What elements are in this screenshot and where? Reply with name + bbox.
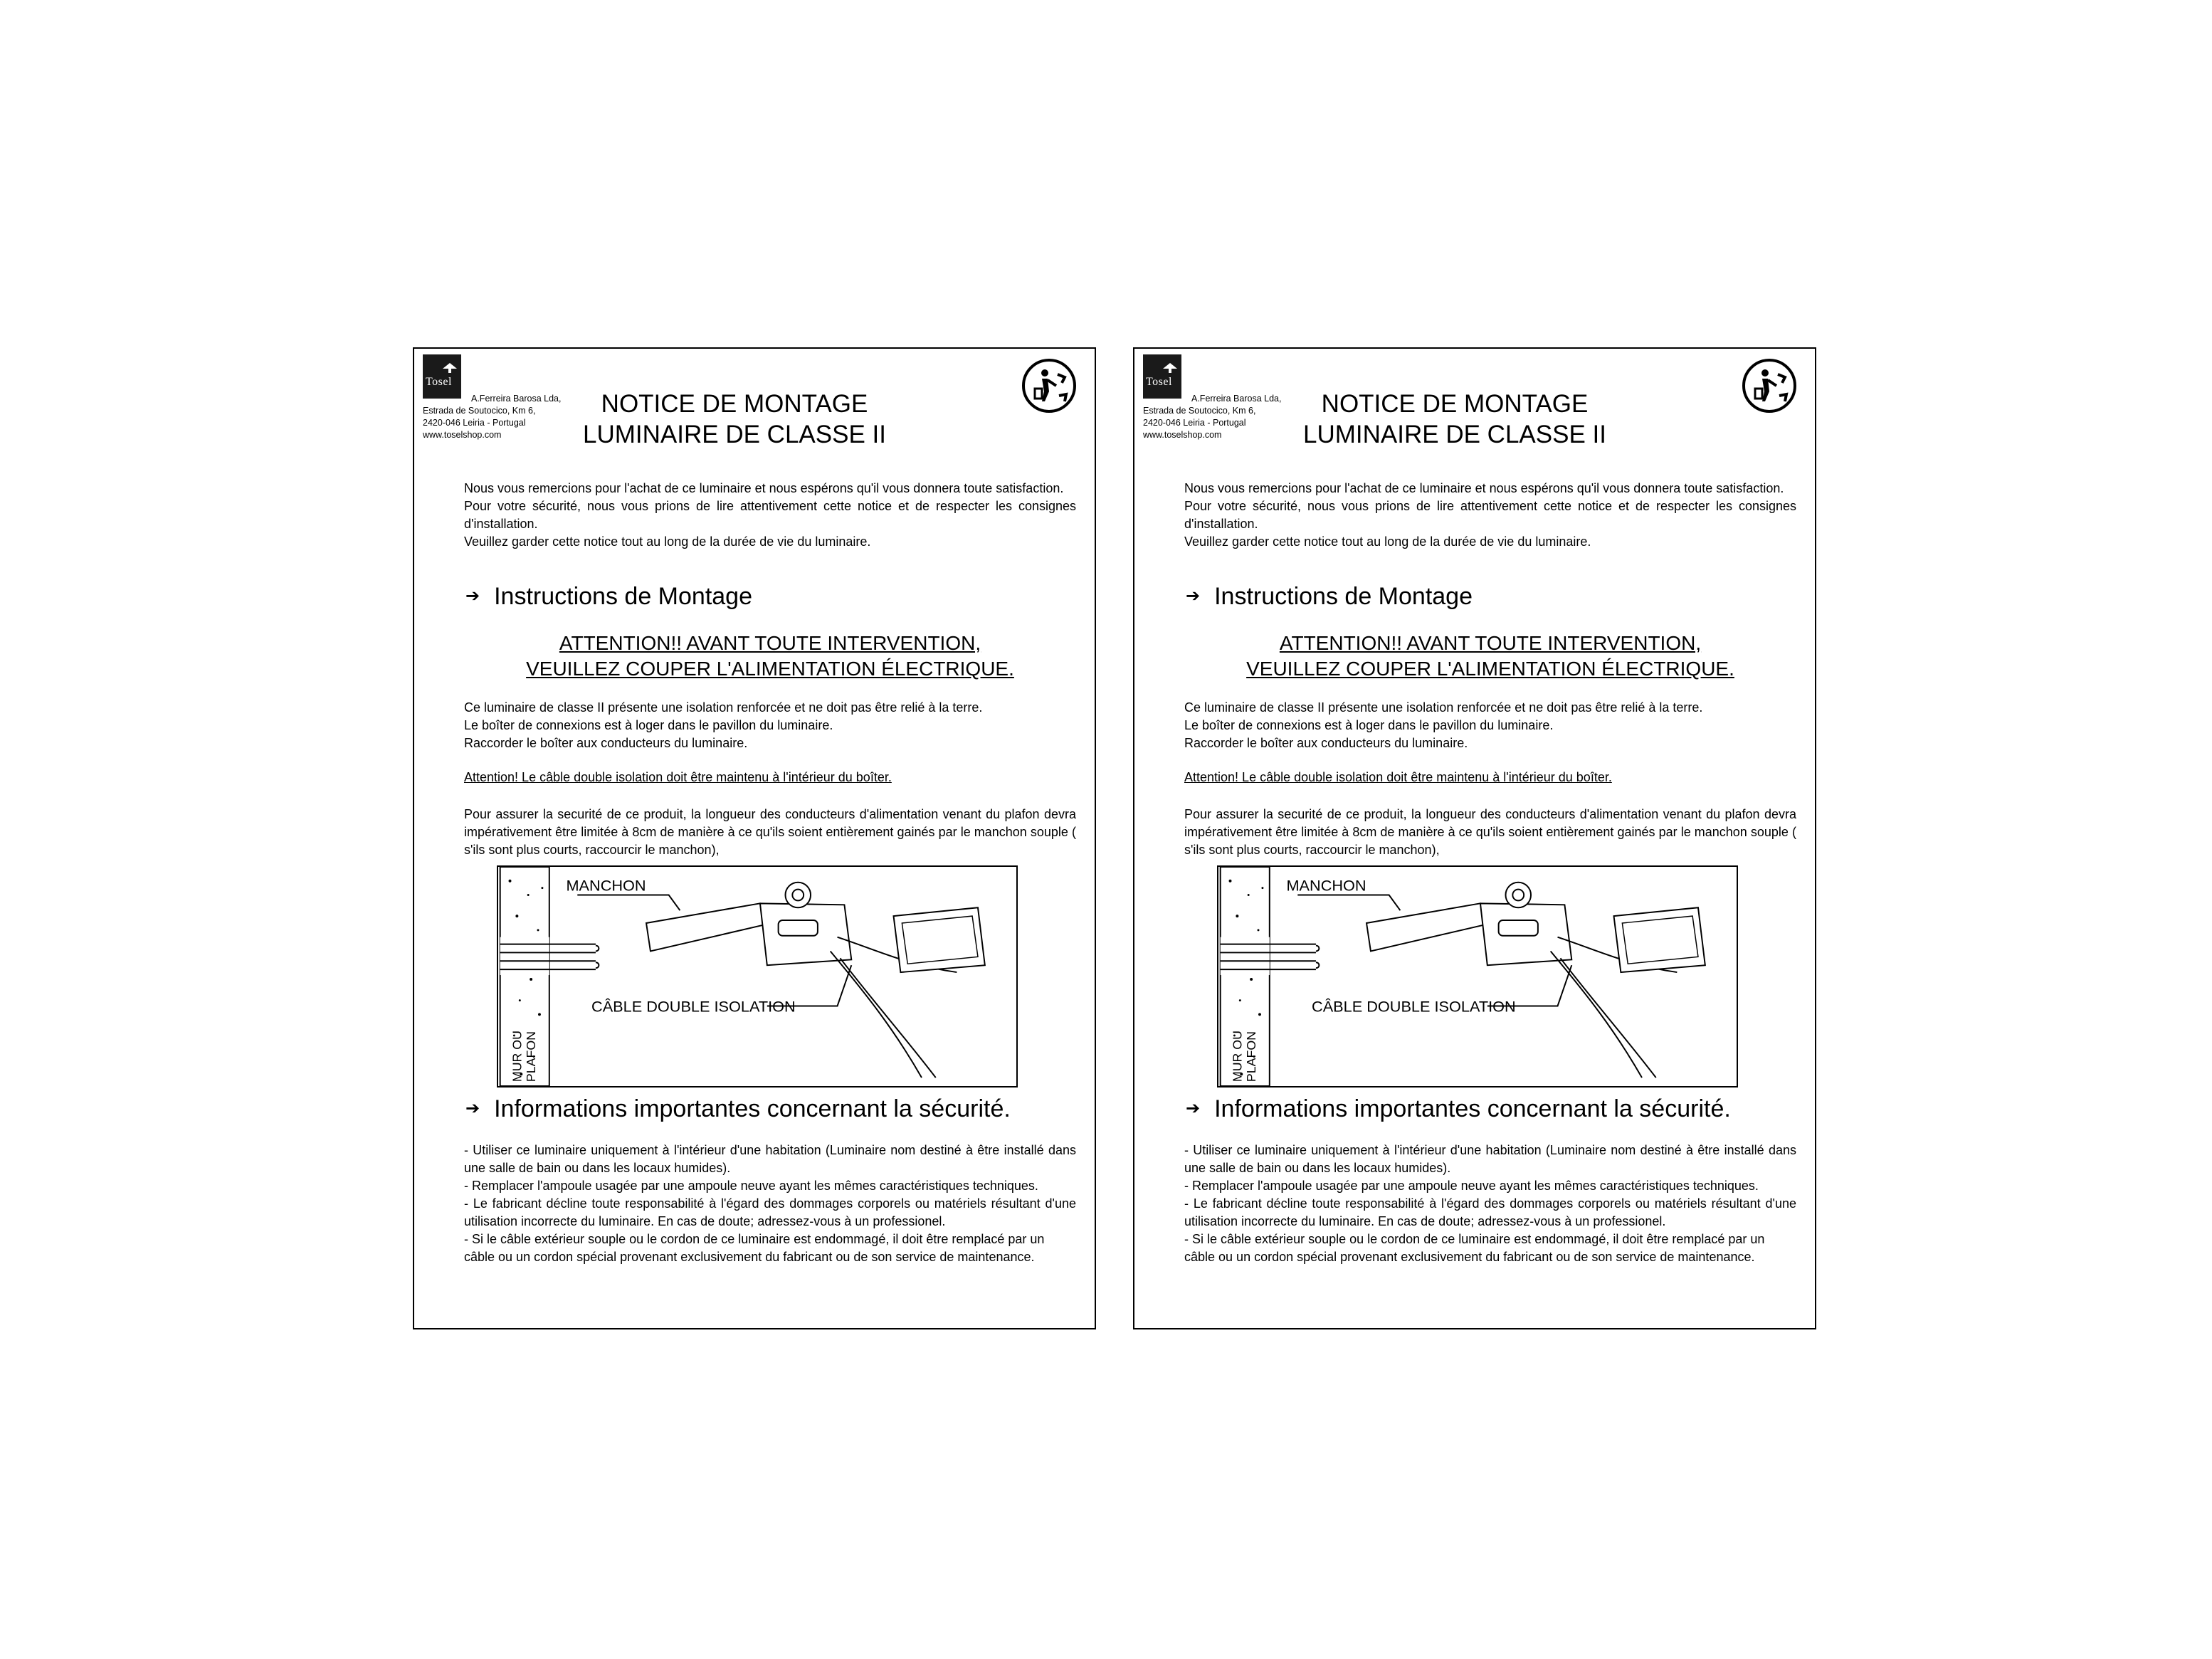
- security-text: [464, 806, 1076, 859]
- tosel-logo: [1143, 354, 1181, 399]
- safety-item: - Le fabricant décline toute responsabilité à l'égard des dommages corporels ou matériels résultant d'une utilisation incorrecte du luminaire. En cas de doute; adressez-vous à un professionel.: [1184, 1196, 1796, 1228]
- attention-line: VEUILLEZ COUPER L'ALIMENTATION ÉLECTRIQUE.: [526, 658, 1014, 680]
- logo-brand: Tosel: [1146, 376, 1172, 388]
- website-link: www.toselshop.com: [423, 430, 502, 440]
- class-line: Raccorder le boîter aux conducteurs du luminaire.: [1184, 736, 1468, 750]
- manchon-label: MANCHON: [566, 876, 646, 895]
- page-title: [578, 389, 891, 450]
- address-line: A.Ferreira Barosa Lda,: [471, 394, 562, 404]
- safety-list: [1184, 1142, 1796, 1266]
- arrow-right-icon: ➔: [1186, 586, 1201, 606]
- address-line: 2420-046 Leiria - Portugal: [1143, 418, 1246, 428]
- wiring-diagram: [1217, 865, 1738, 1087]
- address-line: 2420-046 Leiria - Portugal: [423, 418, 526, 428]
- wiring-diagram-illustration: [1218, 867, 1737, 1086]
- heading-text: Instructions de Montage: [1214, 583, 1473, 610]
- recycle-disposal-icon: [1741, 357, 1798, 414]
- intro-line: Veuillez garder cette notice tout au long de la durée de vie du luminaire.: [464, 534, 871, 549]
- intro-line: Veuillez garder cette notice tout au long de la durée de vie du luminaire.: [1184, 534, 1591, 549]
- cable-warning: Attention! Le câble double isolation doit être maintenu à l'intérieur du boîter.: [1184, 770, 1612, 784]
- safety-item: - Si le câble extérieur souple ou le cordon de ce luminaire est endommagé, il doit être remplacé par un câble ou un cordon spécial provenant exclusivement du fabricant ou de son service de maintenance.: [1184, 1232, 1765, 1264]
- class-line: Raccorder le boîter aux conducteurs du luminaire.: [464, 736, 748, 750]
- instruction-sheet-right: [1133, 347, 1816, 1329]
- title-line: LUMINAIRE DE CLASSE II: [1303, 421, 1606, 448]
- wall-label-line: MUR OU: [510, 1031, 525, 1083]
- intro-line: Pour votre sécurité, nous vous prions de lire attentivement cette notice et de respecter les consignes d'installation.: [1184, 499, 1796, 531]
- attention-notice: [1177, 631, 1803, 682]
- arrow-right-icon: ➔: [465, 586, 480, 606]
- intro-text: [1184, 480, 1796, 551]
- instruction-sheet-left: [413, 347, 1096, 1329]
- page-title: [1298, 389, 1611, 450]
- section-heading-safety: [465, 1095, 1011, 1123]
- safety-item: - Le fabricant décline toute responsabilité à l'égard des dommages corporels ou matériels résultant d'une utilisation incorrecte du luminaire. En cas de doute; adressez-vous à un professionel.: [464, 1196, 1076, 1228]
- intro-line: Nous vous remercions pour l'achat de ce luminaire et nous espérons qu'il vous donnera toute satisfaction.: [1184, 481, 1784, 495]
- wall-label-line: PLAFON: [1244, 1031, 1259, 1083]
- class-line: Le boîter de connexions est à loger dans le pavillon du luminaire.: [464, 718, 833, 732]
- wiring-diagram: [497, 865, 1018, 1087]
- house-icon: [441, 362, 458, 376]
- address-line: A.Ferreira Barosa Lda,: [1191, 394, 1282, 404]
- safety-item: - Si le câble extérieur souple ou le cordon de ce luminaire est endommagé, il doit être remplacé par un câble ou un cordon spécial provenant exclusivement du fabricant ou de son service de maintenance.: [464, 1232, 1045, 1264]
- class-line: Ce luminaire de classe II présente une isolation renforcée et ne doit pas être relié à la terre.: [1184, 700, 1703, 715]
- wall-label-line: PLAFON: [524, 1031, 539, 1083]
- section-heading-instructions: [1186, 582, 1473, 611]
- attention-line: ATTENTION!! AVANT TOUTE INTERVENTION,: [559, 632, 981, 654]
- security-text: [1184, 806, 1796, 859]
- cable-label: CÂBLE DOUBLE ISOLATION: [591, 997, 796, 1016]
- title-line: LUMINAIRE DE CLASSE II: [583, 421, 886, 448]
- safety-item: - Remplacer l'ampoule usagée par une ampoule neuve ayant les mêmes caractéristiques techniques.: [1184, 1179, 1759, 1193]
- wall-label-line: MUR OU: [1230, 1031, 1245, 1083]
- class-ii-text: [464, 699, 1076, 752]
- company-address: [423, 393, 594, 441]
- manchon-label: MANCHON: [1286, 876, 1366, 895]
- website-link: www.toselshop.com: [1143, 430, 1222, 440]
- safety-item: - Remplacer l'ampoule usagée par une ampoule neuve ayant les mêmes caractéristiques techniques.: [464, 1179, 1038, 1193]
- recycle-disposal-icon: [1021, 357, 1078, 414]
- tosel-logo: [423, 354, 461, 399]
- cable-label: CÂBLE DOUBLE ISOLATION: [1312, 997, 1516, 1016]
- address-line: Estrada de Soutocico, Km 6,: [1143, 406, 1256, 416]
- title-line: NOTICE DE MONTAGE: [1321, 390, 1589, 418]
- logo-brand: Tosel: [426, 376, 452, 388]
- intro-line: Pour votre sécurité, nous vous prions de lire attentivement cette notice et de respecter les consignes d'installation.: [464, 499, 1076, 531]
- heading-text: Instructions de Montage: [494, 583, 752, 610]
- house-icon: [1162, 362, 1179, 376]
- security-paragraph: Pour assurer la securité de ce produit, la longueur des conducteurs d'alimentation venant du plafon devra impérativement être limitée à 8cm de manière à ce qu'ils soient entièrement gainés par le manchon souple ( s'ils sont plus courts, raccourcir le manchon),: [464, 807, 1076, 857]
- section-heading-safety: [1186, 1095, 1731, 1123]
- cable-warning: Attention! Le câble double isolation doit être maintenu à l'intérieur du boîter.: [464, 770, 892, 784]
- attention-line: ATTENTION!! AVANT TOUTE INTERVENTION,: [1279, 632, 1702, 654]
- security-paragraph: Pour assurer la securité de ce produit, la longueur des conducteurs d'alimentation venant du plafon devra impérativement être limitée à 8cm de manière à ce qu'ils soient entièrement gainés par le manchon souple ( s'ils sont plus courts, raccourcir le manchon),: [1184, 807, 1796, 857]
- company-address: [1143, 393, 1314, 441]
- safety-list: [464, 1142, 1076, 1266]
- class-line: Le boîter de connexions est à loger dans le pavillon du luminaire.: [1184, 718, 1554, 732]
- section-heading-instructions: [465, 582, 752, 611]
- address-line: Estrada de Soutocico, Km 6,: [423, 406, 536, 416]
- intro-line: Nous vous remercions pour l'achat de ce luminaire et nous espérons qu'il vous donnera toute satisfaction.: [464, 481, 1064, 495]
- heading-text: Informations importantes concernant la sécurité.: [1214, 1095, 1731, 1122]
- arrow-right-icon: ➔: [465, 1099, 480, 1118]
- safety-item: - Utiliser ce luminaire uniquement à l'intérieur d'une habitation (Luminaire nom destiné à être installé dans une salle de bain ou dans les locaux humides).: [464, 1143, 1076, 1175]
- intro-text: [464, 480, 1076, 551]
- attention-line: VEUILLEZ COUPER L'ALIMENTATION ÉLECTRIQUE.: [1246, 658, 1734, 680]
- attention-notice: [457, 631, 1083, 682]
- arrow-right-icon: ➔: [1186, 1099, 1201, 1118]
- class-ii-text: [1184, 699, 1796, 752]
- safety-item: - Utiliser ce luminaire uniquement à l'intérieur d'une habitation (Luminaire nom destiné à être installé dans une salle de bain ou dans les locaux humides).: [1184, 1143, 1796, 1175]
- wiring-diagram-illustration: [498, 867, 1016, 1086]
- title-line: NOTICE DE MONTAGE: [601, 390, 868, 418]
- heading-text: Informations importantes concernant la sécurité.: [494, 1095, 1011, 1122]
- class-line: Ce luminaire de classe II présente une isolation renforcée et ne doit pas être relié à la terre.: [464, 700, 983, 715]
